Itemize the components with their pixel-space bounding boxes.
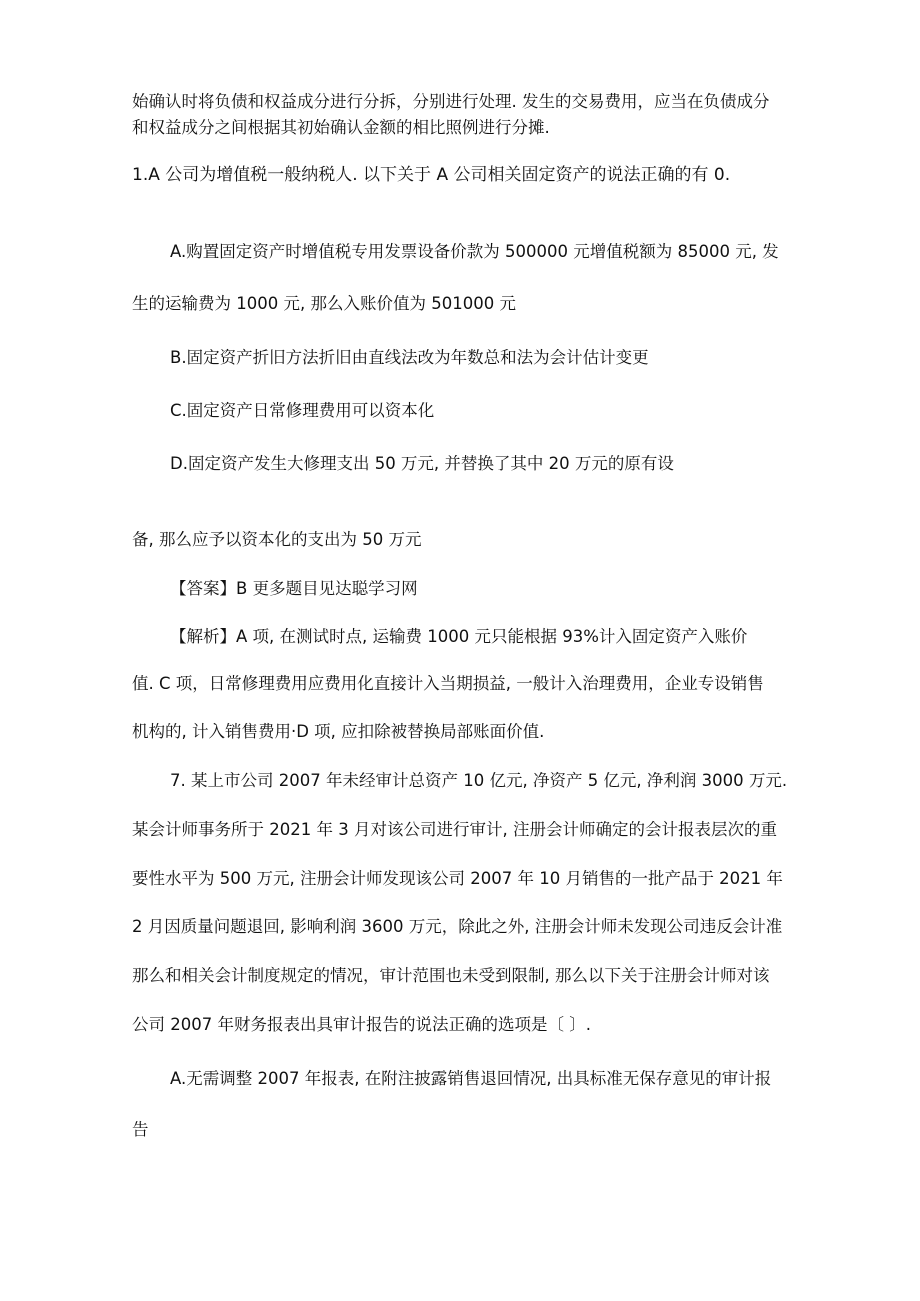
- text-line: 始确认时将负债和权益成分进行分拆，分别进行处理. 发生的交易费用，应当在负债成分: [132, 92, 770, 111]
- question-7-line: 公司 2007 年财务报表出具审计报告的说法正确的选项是〔 〕.: [132, 1015, 591, 1034]
- question-7-line: 2 月因质量问题退回, 影响利润 3600 万元，除此之外, 注册会计师未发现公司违反会计准: [132, 917, 783, 936]
- analysis-line: 机构的, 计入销售费用·D 项, 应扣除被替换局部账面价值.: [132, 722, 545, 741]
- question-7-line: 要性水平为 500 万元, 注册会计师发现该公司 2007 年 10 月销售的一批产品于 2021 年: [132, 869, 783, 888]
- option-c: C.固定资产日常修理费用可以资本化: [170, 401, 435, 420]
- analysis-line: 【解析】A 项, 在测试时点, 运输费 1000 元只能根据 93%计入固定资产入账价: [170, 627, 748, 646]
- question-7-stem: 7. 某上市公司 2007 年未经审计总资产 10 亿元, 净资产 5 亿元, 净利润 3000 万元.: [170, 771, 788, 790]
- question-7-option-a: A.无需调整 2007 年报表, 在附注披露销售退回情况, 出具标准无保存意见的审计报: [170, 1069, 772, 1088]
- question-1-stem: 1.A 公司为增值税一般纳税人. 以下关于 A 公司相关固定资产的说法正确的有 0.: [132, 165, 731, 185]
- question-7-line: 那么和相关会计制度规定的情况，审计范围也未受到限制, 那么以下关于注册会计师对该: [132, 966, 770, 985]
- text-line: 和权益成分之间根据其初始确认金额的相比照例进行分摊.: [132, 118, 550, 137]
- option-d-continued: 备, 那么应予以资本化的支出为 50 万元: [132, 530, 422, 549]
- option-b: B.固定资产折旧方法折旧由直线法改为年数总和法为会计估计变更: [170, 348, 649, 367]
- question-7-option-a-continued: 告: [132, 1120, 149, 1139]
- question-7-line: 某会计师事务所于 2021 年 3 月对该公司进行审计, 注册会计师确定的会计报表层次的重: [132, 820, 777, 839]
- option-a: A.购置固定资产时增值税专用发票设备价款为 500000 元增值税额为 85000 元, 发: [170, 242, 779, 261]
- option-d: D.固定资产发生大修理支出 50 万元, 并替换了其中 20 万元的原有设: [170, 454, 674, 473]
- answer-line: 【答案】B 更多题目见达聪学习网: [170, 579, 418, 598]
- analysis-line: 值. C 项，日常修理费用应费用化直接计入当期损益, 一般计入治理费用，企业专设销售: [132, 674, 764, 693]
- option-a-continued: 生的运输费为 1000 元, 那么入账价值为 501000 元: [132, 294, 516, 313]
